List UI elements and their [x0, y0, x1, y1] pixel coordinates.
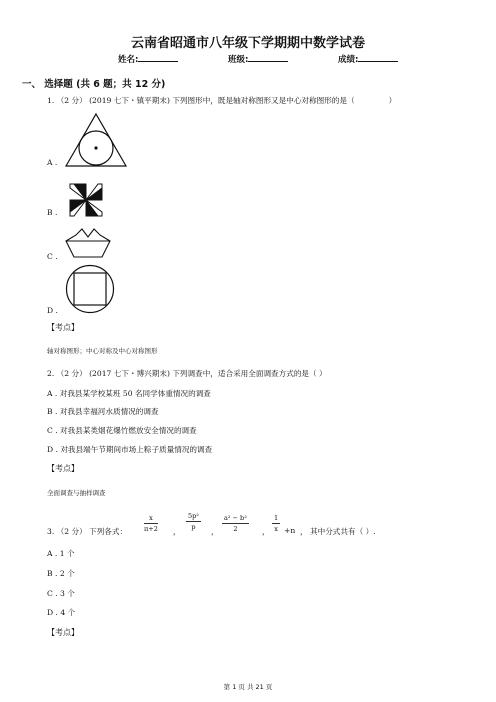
question-2-stem: 2. （2 分） (2017 七下・博兴期末) 下列调查中，适合采用全面调查方式的是（ ）	[47, 369, 327, 378]
option-a-figure	[64, 112, 128, 168]
fraction-2-numerator: 5p²	[188, 512, 199, 520]
fraction-3-numerator: a² − b²	[224, 514, 247, 522]
question-2-option-a: A . 对我县某学校某班 50 名同学体重情况的调查	[47, 389, 211, 398]
question-1-stem	[47, 95, 396, 106]
fraction-2-denominator: p	[191, 523, 196, 531]
question-1-kaodian: 【考点】	[47, 323, 79, 332]
question-2-option-c: C . 对我县某类烟花爆竹燃放安全情况的调查	[47, 426, 197, 435]
fraction-1	[144, 514, 158, 533]
fraction-4	[272, 514, 280, 533]
fraction-4-denominator: x	[274, 525, 278, 533]
name-blank	[138, 53, 178, 62]
fraction-1-denominator: π+2	[144, 525, 158, 533]
score-field	[338, 53, 398, 65]
fraction-4-numerator: 1	[274, 514, 279, 522]
option-d-label: D .	[47, 306, 58, 315]
page-footer: 第 1 页 共 21 页	[223, 683, 273, 691]
question-1-text: 1. （2 分） (2019 七下・镇平期末) 下列图形中，既是轴对称图形又是中心对称图形的是（	[47, 96, 355, 105]
separator-2: ，	[211, 527, 219, 536]
option-b-label: B .	[47, 208, 58, 217]
question-3-kaodian: 【考点】	[47, 628, 79, 637]
option-c-figure	[64, 227, 112, 259]
name-label: 姓名:	[118, 55, 139, 65]
page-title: 云南省昭通市八年级下学期期中数学试卷	[130, 36, 365, 51]
option-c-label: C .	[47, 252, 58, 261]
name-field	[118, 53, 178, 65]
question-3-option-c: C . 3 个	[47, 589, 75, 598]
section-heading: 一、 选择题 (共 6 题；共 12 分)	[22, 79, 166, 90]
fraction-3-denominator: 2	[233, 525, 238, 533]
separator-1: ，	[173, 527, 181, 536]
fraction-2	[186, 512, 201, 531]
option-d-figure	[65, 264, 115, 314]
question-3-suffix: ， 其中分式共有（ ）.	[300, 527, 376, 536]
question-3-option-d: D . 4 个	[47, 608, 76, 617]
score-blank	[358, 53, 398, 62]
separator-3: ，	[262, 527, 270, 536]
fraction-1-numerator: x	[144, 514, 158, 524]
question-2-kaodian: 【考点】	[47, 464, 79, 473]
option-a-label: A .	[47, 158, 58, 167]
question-3-option-a: A . 1 个	[47, 549, 75, 558]
question-2-option-d: D . 对我县端午节期间市场上粽子质量情况的调查	[47, 445, 213, 454]
question-2-tag: 全面调查与抽样调查	[47, 489, 106, 497]
question-3-option-b: B . 2 个	[47, 569, 75, 578]
class-label: 班级:	[228, 55, 249, 65]
question-1-close: ）	[388, 96, 397, 105]
class-blank	[248, 53, 288, 62]
option-b-figure	[66, 180, 106, 220]
question-1-tag: 轴对称图形；中心对称及中心对称图形	[47, 347, 158, 355]
plus-n: +n	[284, 526, 296, 535]
score-label: 成绩:	[338, 55, 359, 65]
question-3-prefix: 3. （2 分） 下列各式：	[47, 527, 128, 536]
fraction-3	[222, 514, 249, 533]
class-field	[228, 53, 288, 65]
question-2-option-b: B . 对我县幸福河水质情况的调查	[47, 407, 159, 416]
